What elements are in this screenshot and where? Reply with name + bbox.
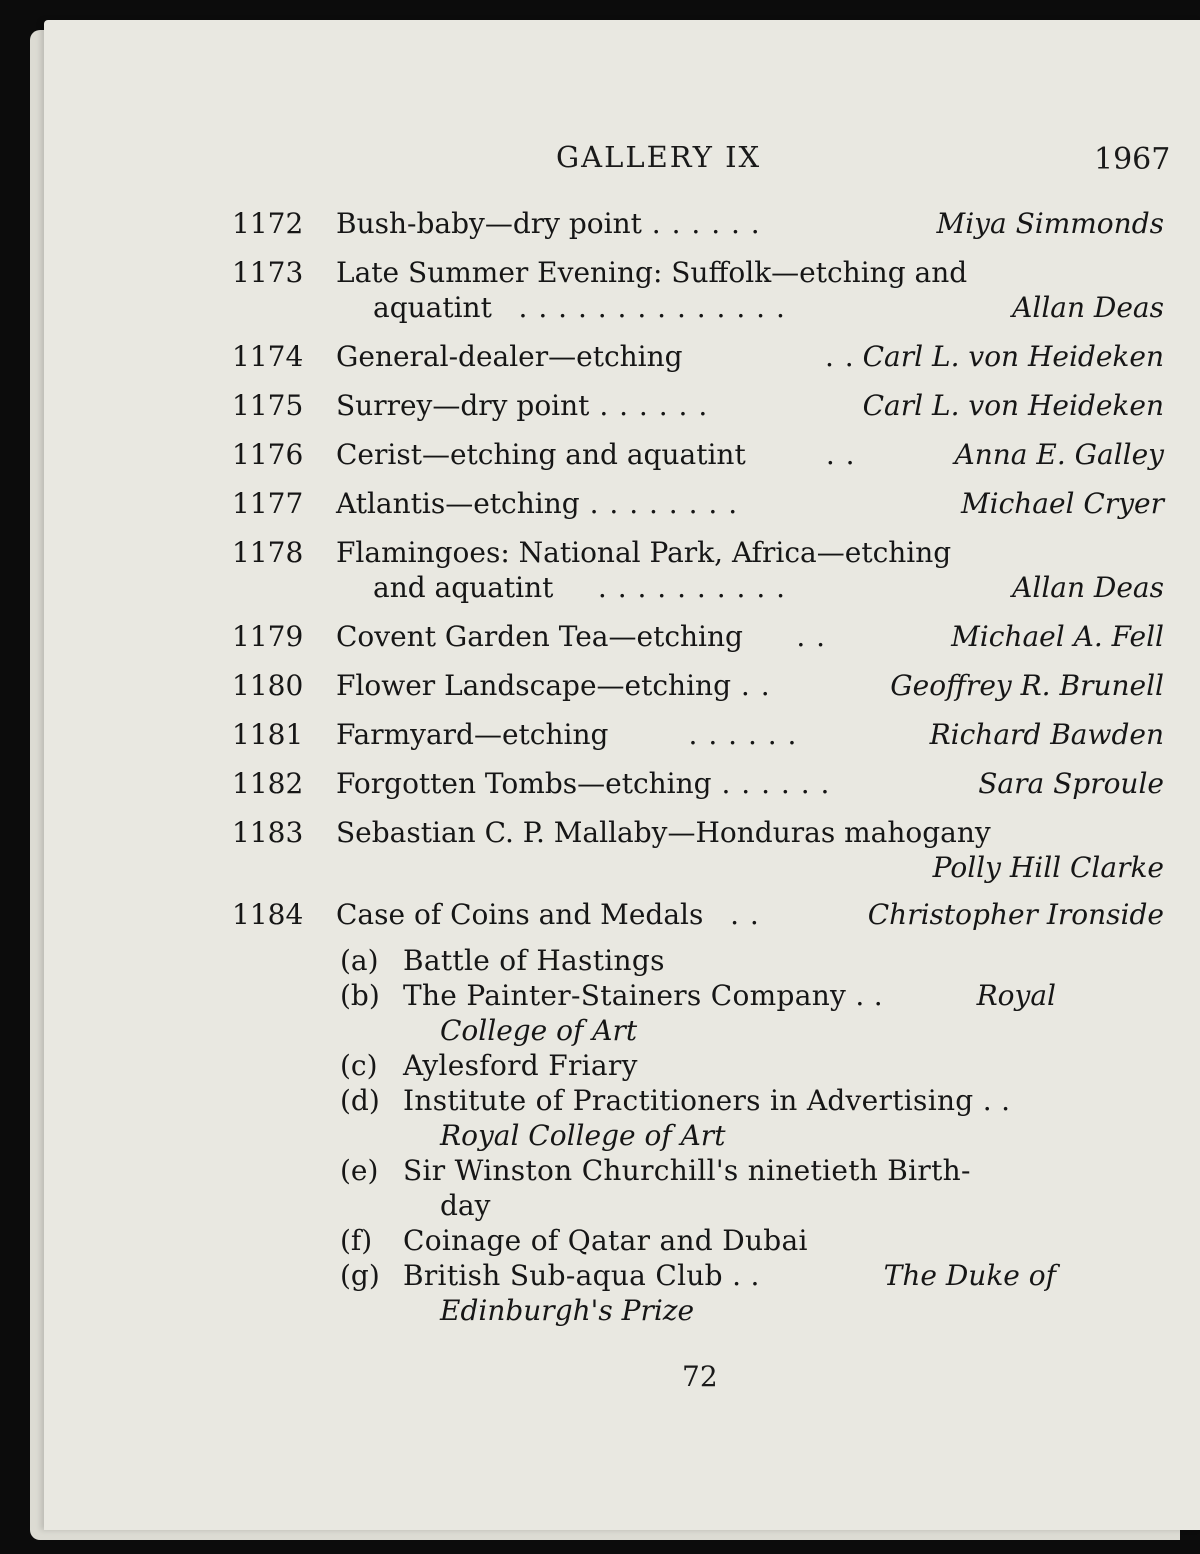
entry-artist: Carl L. von Heideken — [862, 340, 1164, 373]
catalogue-entry — [0, 255, 1200, 291]
entry-number: 1176 — [232, 438, 304, 471]
entry-number: 1179 — [232, 620, 304, 653]
entry-number: 1177 — [232, 487, 304, 520]
entry-title: Atlantis—etching . . . . . . . . — [336, 487, 739, 520]
medal-label: (c) — [340, 1049, 378, 1082]
medal-label: (d) — [340, 1084, 380, 1117]
entry-title: Cerist—etching and aquatint . . — [336, 438, 856, 471]
entry-artist: Geoffrey R. Brunell — [890, 669, 1164, 702]
catalogue-entry — [0, 437, 1200, 473]
entry-artist: Anna E. Galley — [954, 438, 1164, 471]
medal-title: British Sub-aqua Club . . — [403, 1259, 760, 1292]
entry-title: Flamingoes: National Park, Africa—etching — [336, 536, 952, 569]
medal-item — [0, 1258, 1200, 1294]
entry-number: 1172 — [232, 207, 304, 240]
medal-artist: The Duke of — [883, 1259, 1056, 1292]
catalogue-entry — [0, 388, 1200, 424]
entry-artist: Miya Simmonds — [936, 207, 1164, 240]
medal-item — [0, 1083, 1200, 1119]
gallery-heading: GALLERY IX — [556, 140, 762, 174]
entry-artist: Carl L. von Heideken — [862, 389, 1164, 422]
entry-artist: Christopher Ironside — [867, 898, 1164, 931]
entry-title: Covent Garden Tea—etching . . — [336, 620, 827, 653]
catalogue-entry-continuation — [0, 290, 1200, 326]
entry-artist: Allan Deas — [1012, 291, 1164, 324]
entry-artist: Michael Cryer — [960, 487, 1164, 520]
entry-number: 1175 — [232, 389, 304, 422]
catalogue-year: 1967 — [1094, 142, 1171, 177]
entry-number: 1180 — [232, 669, 304, 702]
entry-title: Sebastian C. P. Mallaby—Honduras mahogany — [336, 816, 991, 849]
medal-title: Aylesford Friary — [403, 1049, 638, 1082]
entry-title: Flower Landscape—etching . . — [336, 669, 771, 702]
medal-item — [0, 1048, 1200, 1084]
entry-number: 1183 — [232, 816, 304, 849]
catalogue-entry — [0, 897, 1200, 933]
entry-number: 1182 — [232, 767, 304, 800]
medal-label: (e) — [340, 1154, 379, 1187]
medal-item-continuation — [0, 1118, 1200, 1154]
medal-item — [0, 1153, 1200, 1189]
medal-label: (f) — [340, 1224, 373, 1257]
catalogue-entry — [0, 339, 1200, 375]
catalogue-entry — [0, 766, 1200, 802]
catalogue-entry-continuation — [0, 850, 1200, 886]
page-number: 72 — [682, 1360, 718, 1393]
medal-item — [0, 1223, 1200, 1259]
medal-item-continuation — [0, 1293, 1200, 1329]
medal-label: (a) — [340, 944, 379, 977]
entry-title: Bush-baby—dry point . . . . . . — [336, 207, 761, 240]
medal-item-continuation — [0, 1013, 1200, 1049]
entry-artist: Richard Bawden — [929, 718, 1164, 751]
medal-title: Battle of Hastings — [403, 944, 665, 977]
entry-artist: Sara Sproule — [978, 767, 1164, 800]
medal-title: Institute of Practitioners in Advertising . . — [403, 1084, 1011, 1117]
entry-number: 1174 — [232, 340, 304, 373]
medal-item-continuation — [0, 1188, 1200, 1224]
medal-label: (g) — [340, 1259, 380, 1292]
entry-artist: Allan Deas — [1012, 571, 1164, 604]
medal-title: Sir Winston Churchill's ninetieth Birth- — [403, 1154, 971, 1187]
medal-artist-continuation: College of Art — [440, 1014, 638, 1047]
catalogue-entry — [0, 535, 1200, 571]
catalogue-entry-continuation — [0, 570, 1200, 606]
catalogue-entry — [0, 486, 1200, 522]
entry-title-continuation: aquatint . . . . . . . . . . . . . . — [373, 291, 786, 324]
catalogue-entry — [0, 815, 1200, 851]
entry-title-continuation: and aquatint . . . . . . . . . . — [373, 571, 787, 604]
catalogue-entry — [0, 717, 1200, 753]
medal-title: Coinage of Qatar and Dubai — [403, 1224, 808, 1257]
medal-artist-continuation: Edinburgh's Prize — [440, 1294, 695, 1327]
catalogue-entry — [0, 619, 1200, 655]
entry-artist: Polly Hill Clarke — [932, 851, 1164, 884]
entry-title: Late Summer Evening: Suffolk—etching and — [336, 256, 968, 289]
entry-number: 1181 — [232, 718, 304, 751]
catalogue-entry — [0, 668, 1200, 704]
medal-title: The Painter-Stainers Company . . — [403, 979, 883, 1012]
entry-title: Surrey—dry point . . . . . . — [336, 389, 709, 422]
entry-number: 1178 — [232, 536, 304, 569]
medal-item — [0, 943, 1200, 979]
entry-title: Farmyard—etching . . . . . . — [336, 718, 798, 751]
entry-title: General-dealer—etching . . — [336, 340, 855, 373]
entry-title: Forgotten Tombs—etching . . . . . . — [336, 767, 831, 800]
medal-title-continuation: day — [440, 1189, 491, 1222]
entry-number: 1184 — [232, 898, 304, 931]
medal-item — [0, 978, 1200, 1014]
catalogue-entry — [0, 206, 1200, 242]
medal-artist: Royal College of Art — [440, 1119, 726, 1152]
medal-label: (b) — [340, 979, 380, 1012]
entry-title: Case of Coins and Medals . . — [336, 898, 760, 931]
entry-number: 1173 — [232, 256, 304, 289]
entry-artist: Michael A. Fell — [951, 620, 1164, 653]
medal-artist: Royal — [976, 979, 1056, 1012]
